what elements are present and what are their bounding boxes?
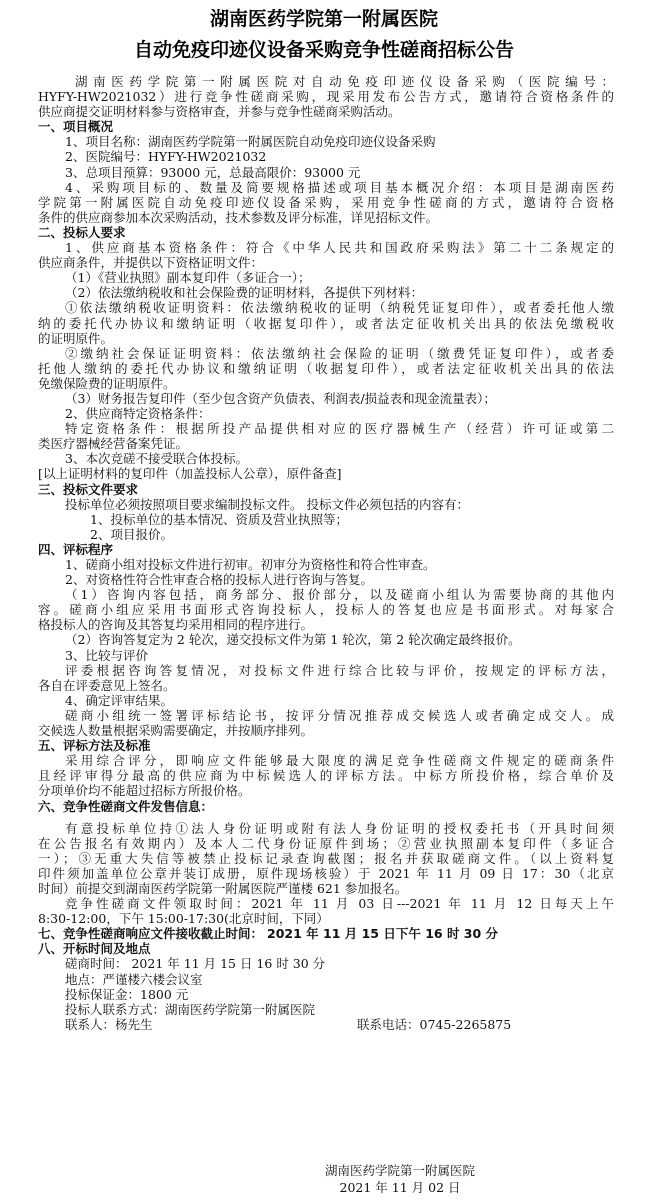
section-heading-7: 七、竞争性磋商响应文件接收截止时间：	[38, 926, 264, 942]
paragraph-line: 供应商条件，并提供以下资格证明文件：	[38, 255, 264, 271]
signature-block	[300, 1162, 500, 1196]
paragraph-line: 条件的供应商参加本次采购活动，技术参数及评分标准，详见招标文件。	[38, 209, 439, 225]
section-heading-1: 一、项目概况	[38, 119, 114, 135]
title-line-2: 自动免疫印迹仪设备采购竞争性磋商招标公告	[133, 39, 514, 61]
paragraph-line: 1、项目名称：湖南医药学院第一附属医院自动免疫印迹仪设备采购	[65, 134, 436, 150]
paragraph-line: 4、采购项目标的、数量及简要规格描述或项目基本概况介绍：本项目是湖南医药	[65, 179, 614, 195]
paragraph-line: 印件须加盖单位公章并装订成册，原件现场核验）于 2021 年 11 月 09 日 17：30（北京	[38, 865, 614, 881]
paragraph-line: 地点：严谨楼六楼会议室	[65, 971, 203, 987]
section-7-line	[38, 926, 614, 941]
paragraph-line: 学院第一附属医院自动免疫印迹仪设备采购，采用竞争性磋商的方式，邀请符合资格	[38, 194, 614, 210]
paragraph-line: 2、医院编号：HYFY-HW2021032	[65, 149, 267, 165]
paragraph-line: 的证明原件。	[38, 330, 114, 346]
intro-line: 供应商提交证明材料参与资格审查，并参与竞争性磋商采购活动。	[38, 104, 401, 120]
paragraph-line: 一）；③无重大失信等被禁止投标记录查询截图；报名并获取磋商文件。（以上资料复	[38, 850, 614, 866]
paragraph-line: 2、对资格性符合性审查合格的投标人进行咨询与答复。	[65, 572, 373, 588]
paragraph-line: 磋商时间： 2021 年 11 月 15 日 16 时 30 分	[65, 956, 326, 972]
paragraph-line: 评委根据咨询答复情况，对投标文件进行综合比较与评价，按规定的评标方法，	[65, 662, 614, 678]
paragraph-line: 投标人联系方式：湖南医药学院第一附属医院	[65, 1001, 316, 1017]
deadline-value: 2021 年 11 月 15 日下午 16 时 30 分	[267, 926, 499, 942]
paragraph-line: 1、磋商小组对投标文件进行初审。初审分为资格性和符合性审查。	[65, 557, 436, 572]
paragraph-line: 采用综合评分，即响应文件能够最大限度的满足竞争性磋商文件规定的磋商条件	[65, 753, 614, 769]
paragraph-line: 且经评审得分最高的供应商为中标候选人的评标方法。中标方所投价格，综合单价及	[38, 768, 614, 784]
spacer	[38, 814, 614, 821]
paragraph-line: 1、投标单位的基本情况、资质及营业执照等；	[90, 511, 348, 527]
section-heading-4: 四、评标程序	[38, 541, 114, 557]
paragraph-line: 纳的委托代办协议和缴纳证明（收据复印件），或者法定征收机关出具的依法免缴税收	[38, 315, 614, 331]
paragraph-line: 格投标人的咨询及其答复均采用相同的程序进行。	[38, 617, 314, 633]
paragraph-line: 免缴保险费的证明原件。	[38, 375, 176, 391]
paragraph-line: 8:30-12:00，下午 15:00-17:30(北京时间，下同）	[38, 911, 329, 927]
contact-phone: 联系电话：0745-2265875	[357, 1016, 512, 1032]
intro-line: HYFY-HW2021032）进行竞争性磋商采购，现采用发布公告方式，邀请符合资格条件的	[38, 89, 614, 105]
paragraph-line: 各自在评委意见上签名。	[38, 677, 176, 693]
signature-date: 2021 年 11 月 02 日	[339, 1180, 461, 1195]
contact-person: 联系人：杨先生	[65, 1016, 153, 1032]
paragraph-line: 2、供应商特定资格条件：	[65, 406, 211, 422]
paragraph-line: 托他人缴纳的委托代办协议和缴纳证明（收据复印件），或者法定征收机关出具的依法	[38, 360, 614, 376]
paragraph-line: ②缴纳社会保证证明资料：依法缴纳社会保险的证明（缴费凭证复印件），或者委	[65, 345, 614, 361]
paragraph-line: 竞争性磋商文件领取时间：2021 年 11 月 03 日---2021 年 11 月 12 日每天上午	[65, 896, 614, 912]
section-heading-8: 八、开标时间及地点	[38, 941, 151, 957]
section-heading-6: 六、竞争性磋商文件发售信息：	[38, 798, 214, 814]
paragraph-line: ①依法缴纳税收证明资料：依法缴纳税收的证明（纳税凭证复印件），或者委托他人缴	[65, 300, 614, 316]
announcement-body	[38, 74, 614, 1032]
intro-line: 湖南医药学院第一附属医院对自动免疫印迹仪设备采购（医院编号：	[75, 74, 614, 89]
paragraph-line: 3、总项目预算：93000 元，总最高限价：93000 元	[65, 164, 361, 180]
paragraph-line: 4、确定评审结果。	[65, 692, 173, 708]
paragraph-line: （2）依法缴纳税收和社会保险费的证明材料，各提供下列材料：	[65, 285, 423, 301]
section-heading-5: 五、评标方法及标准	[38, 738, 151, 754]
paragraph-line: 1、供应商基本资格条件：符合《中华人民共和国政府采购法》第二十二条规定的	[65, 240, 614, 256]
paragraph-line: 特定资格条件：根据所投产品提供相对应的医疗器械生产（经营）许可证或第二	[65, 421, 614, 437]
paragraph-line: 投标单位必须按照项目要求编制投标文件。 投标文件必须包括的内容有：	[65, 496, 469, 512]
paragraph-line: 分项单价均不能超过招标方所报价格。	[38, 783, 251, 799]
paragraph-line: 在公告报名有效期内）及本人二代身份证原件到场；②营业执照副本复印件（多证合	[38, 835, 614, 851]
paragraph-line: （1）咨询内容包括，商务部分、报价部分，以及磋商小组认为需要协商的其他内	[65, 587, 614, 603]
section-heading-2: 二、投标人要求	[38, 224, 126, 240]
paragraph-line: 类医疗器械经营备案凭证。	[38, 436, 189, 452]
paragraph-line: （2）咨询答复定为 2 轮次，递交投标文件为第 1 轮次，第 2 轮次确定最终报价。	[65, 632, 521, 648]
paragraph-line: 交候选人数量根据采购需要确定，并按顺序排列。	[38, 723, 314, 739]
paragraph-line: 3、比较与评价	[65, 647, 148, 663]
paragraph-line: （3）财务报告复印件（至少包含资产负债表、利润表/损益表和现金流量表）；	[65, 390, 496, 406]
paragraph-line: 投标保证金：1800 元	[65, 986, 189, 1002]
paragraph-line: （1）《营业执照》副本复印件（多证合一）；	[65, 270, 311, 286]
paragraph-line: 2、项目报价。	[90, 526, 173, 542]
paragraph-line: 3、本次竞磋不接受联合体投标。	[65, 451, 248, 467]
title-line-1: 湖南医药学院第一附属医院	[209, 8, 438, 30]
contact-row	[38, 1017, 614, 1032]
section-heading-3: 三、投标文件要求	[38, 481, 139, 497]
signature-org: 湖南医药学院第一附属医院	[324, 1163, 475, 1178]
paragraph-line: 磋商小组统一签署评标结论书，按评分情况推荐成交候选人或者确定成交人。成	[65, 707, 614, 723]
paragraph-line: 容。磋商小组应采用书面形式咨询投标人，投标人的答复也应是书面形式。对每家合	[38, 602, 614, 618]
paragraph-line: [以上证明材料的复印件（加盖投标人公章），原件备查]	[38, 466, 342, 482]
paragraph-line: 有意投标单位持①法人身份证明或附有法人身份证明的授权委托书（开具时间须	[65, 820, 614, 836]
paragraph-line: 时间）前提交到湖南医药学院第一附属医院严谨楼 621 参加报名。	[38, 880, 408, 896]
